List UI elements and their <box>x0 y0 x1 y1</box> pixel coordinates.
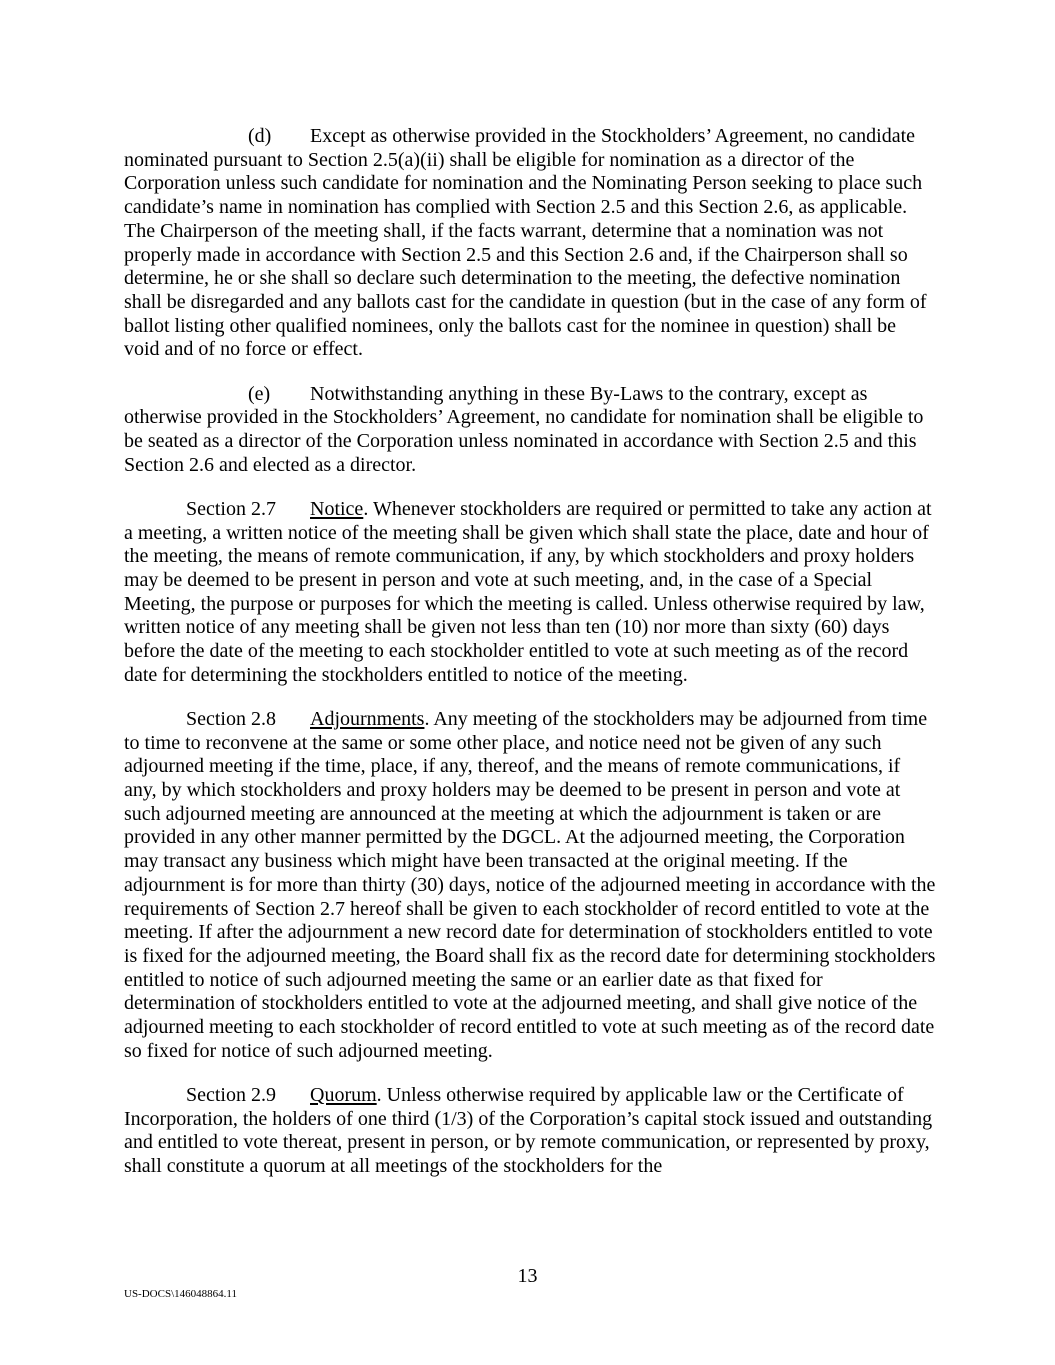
paragraph-e <box>124 383 936 478</box>
document-id: US-DOCS\146048864.11 <box>124 1288 237 1300</box>
section-label: Section 2.7 <box>186 497 276 520</box>
section-text: . Unless otherwise required by applicable law or the Certificate of Incorporation, the holders of one third (1/3) of the Corporation’s capital stock issued and outstanding and entitled to vote thereat, present in person, or by remote communication, or represented by proxy, shall constitute a quorum at all meetings of the stockholders for the <box>124 1084 933 1178</box>
section-text: . Any meeting of the stockholders may be adjourned from time to time to reconvene at the same or some other place, and notice need not be given of any such adjourned meeting if the time, place, if any, thereof, and the means of remote communications, if any, by which stockholders and proxy holders may be deemed to be present in person and vote at such adjourned meeting are announced at the meeting at which the adjournment is taken or are provided in any other manner permitted by the DGCL. At the adjourned meeting, the Corporation may transact any business which might have been transacted at the original meeting. If the adjournment is for more than thirty (30) days, notice of the adjourned meeting in accordance with the requirements of Section 2.7 hereof shall be given to each stockholder of record entitled to vote at the meeting. If after the adjournment a new record date for determination of stockholders entitled to vote is fixed for the adjourned meeting, the Board shall fix as the record date for determining stockholders entitled to notice of such adjourned meeting the same or an earlier date as that fixed for determination of stockholders entitled to vote at the adjourned meeting, and shall give notice of the adjourned meeting to each stockholder of record entitled to vote at such meeting as of the record date so fixed for notice of such adjourned meeting. <box>124 707 936 1062</box>
section-heading: Notice <box>310 497 364 520</box>
paragraph-text: Notwithstanding anything in these By-Laws to the contrary, except as otherwise provided in the Stockholders’ Agreement, no candidate for nomination shall be eligible to be seated as a director of the Corporation unless nominated in accordance with Section 2.5 and this Section 2.6 and elected as a director. <box>124 382 924 476</box>
section-2-9 <box>124 1084 936 1179</box>
page-number: 13 <box>517 1265 538 1287</box>
section-text: . Whenever stockholders are required or permitted to take any action at a meeting, a written notice of the meeting shall be given which shall state the place, date and hour of the meeting, the means of remote communication, if any, by which stockholders and proxy holders may be deemed to be present in person and vote at such meeting, and, in the case of a Special Meeting, the purpose or purposes for which the meeting is called. Unless otherwise required by law, written notice of any meeting shall be given not less than ten (10) nor more than sixty (60) days before the date of the meeting to each stockholder entitled to vote at such meeting as of the record date for determining the stockholders entitled to notice of the meeting. <box>124 497 932 686</box>
paragraph-label: (d) <box>248 125 272 147</box>
section-2-8 <box>124 708 936 1064</box>
section-2-7 <box>124 498 936 688</box>
document-body <box>124 125 936 1199</box>
paragraph-label: (e) <box>248 382 271 405</box>
section-heading: Quorum <box>310 1084 377 1107</box>
paragraph-d <box>124 125 936 362</box>
section-heading: Adjournments <box>310 707 425 730</box>
section-label: Section 2.9 <box>186 1084 276 1107</box>
paragraph-text: Except as otherwise provided in the Stockholders’ Agreement, no candidate nominated pursuant to Section 2.5(a)(ii) shall be eligible for nomination as a director of the Corporation unless such candidate for nomination and the Nominating Person seeking to place such candidate’s name in nomination has complied with Section 2.5 and this Section 2.6, as applicable. The Chairperson of the meeting shall, if the facts warrant, determine that a nomination was not properly made in accordance with Section 2.5 and this Section 2.6 and, if the Chairperson shall so determine, he or she shall so declare such determination to the meeting, the defective nomination shall be disregarded and any ballots cast for the candidate in question (but in the case of any form of ballot listing other qualified nominees, only the ballots cast for the nominee in question) shall be void and of no force or effect. <box>124 125 927 361</box>
section-label: Section 2.8 <box>186 707 276 730</box>
